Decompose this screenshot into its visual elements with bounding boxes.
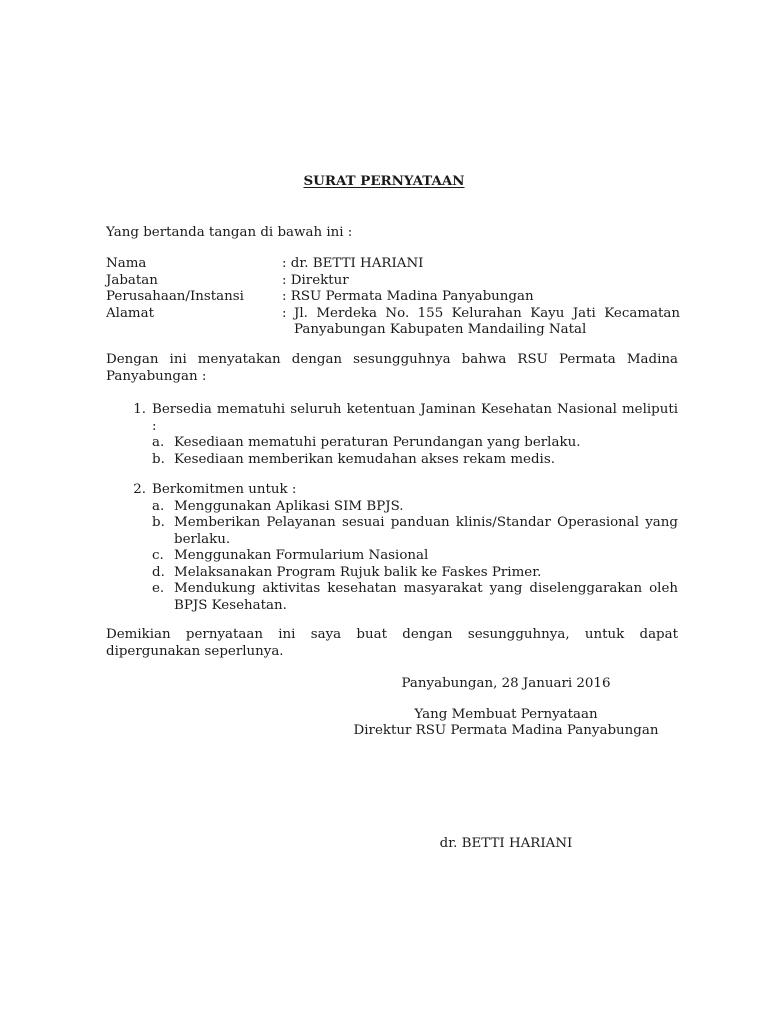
field-row-jabatan <box>106 273 680 290</box>
commitment-list-1 <box>106 402 678 468</box>
closing-paragraph: Demikian pernyataan ini saya buat dengan sesungguhnya, untuk dapat dipergunakan seperlunya. <box>106 627 678 659</box>
intro-text: Yang bertanda tangan di bawah ini : <box>106 225 353 240</box>
statement-paragraph: Dengan ini menyatakan dengan sesungguhnya bahwa RSU Permata Madina Panyabungan : <box>106 352 678 384</box>
identity-fields <box>106 256 680 339</box>
sub-item <box>152 565 678 582</box>
sub-text: Mendukung aktivitas kesehatan masyarakat yang diselenggarakan oleh BPJS Kesehatan. <box>174 581 678 613</box>
sub-item <box>152 515 678 548</box>
sub-letter: b. <box>152 515 165 530</box>
field-value: Jl. Merdeka No. 155 Kelurahan Kayu Jati Kecamatan Panyabungan Kabupaten Mandailing Natal <box>294 305 680 337</box>
commitment-list-2 <box>106 482 678 614</box>
list-number: 2. <box>133 482 146 497</box>
field-label: Jabatan <box>106 272 158 288</box>
sub-item <box>152 499 678 516</box>
sub-letter: d. <box>152 564 165 580</box>
field-value: : dr. BETTI HARIANI <box>282 256 424 271</box>
sub-item <box>152 452 678 469</box>
field-value: : Direktur <box>282 272 349 288</box>
field-row-perusahaan <box>106 289 680 306</box>
signer-position: Direktur RSU Permata Madina Panyabungan <box>353 723 659 738</box>
list-number: 1. <box>133 402 146 417</box>
list-item <box>106 402 678 435</box>
field-row-alamat <box>106 306 680 339</box>
sub-letter: e. <box>152 581 165 596</box>
field-label: Nama <box>106 256 147 271</box>
sub-item <box>152 581 678 614</box>
sub-letter: c. <box>152 548 164 563</box>
sub-letter: a. <box>152 498 165 514</box>
sub-item <box>152 435 678 452</box>
place-date: Panyabungan, 28 Januari 2016 <box>401 676 611 691</box>
maker-label: Yang Membuat Pernyataan <box>414 707 598 722</box>
sub-text: Memberikan Pelayanan sesuai panduan klinis/Standar Operasional yang berlaku. <box>174 515 678 547</box>
letter-title: SURAT PERNYATAAN <box>303 173 465 189</box>
list-item <box>106 482 678 499</box>
field-colon: : <box>282 305 287 321</box>
sub-text: Menggunakan Formularium Nasional <box>174 548 429 563</box>
sub-text: Menggunakan Aplikasi SIM BPJS. <box>174 498 404 514</box>
sub-text: Kesediaan mematuhi peraturan Perundangan yang berlaku. <box>174 435 581 450</box>
field-label: Perusahaan/Instansi <box>106 289 244 304</box>
signer-name: dr. BETTI HARIANI <box>439 836 573 851</box>
sub-text: Melaksanakan Program Rujuk balik ke Faskes Primer. <box>174 564 542 580</box>
list-text: Bersedia mematuhi seluruh ketentuan Jaminan Kesehatan Nasional meliputi : <box>152 402 678 434</box>
sub-text: Kesediaan memberikan kemudahan akses rekam medis. <box>174 451 555 467</box>
field-row-nama <box>106 256 680 273</box>
field-label: Alamat <box>106 305 154 321</box>
sub-letter: b. <box>152 451 165 467</box>
field-value: : RSU Permata Madina Panyabungan <box>282 289 534 304</box>
list-text: Berkomitmen untuk : <box>152 482 297 497</box>
sub-item <box>152 548 678 565</box>
sub-letter: a. <box>152 435 165 450</box>
